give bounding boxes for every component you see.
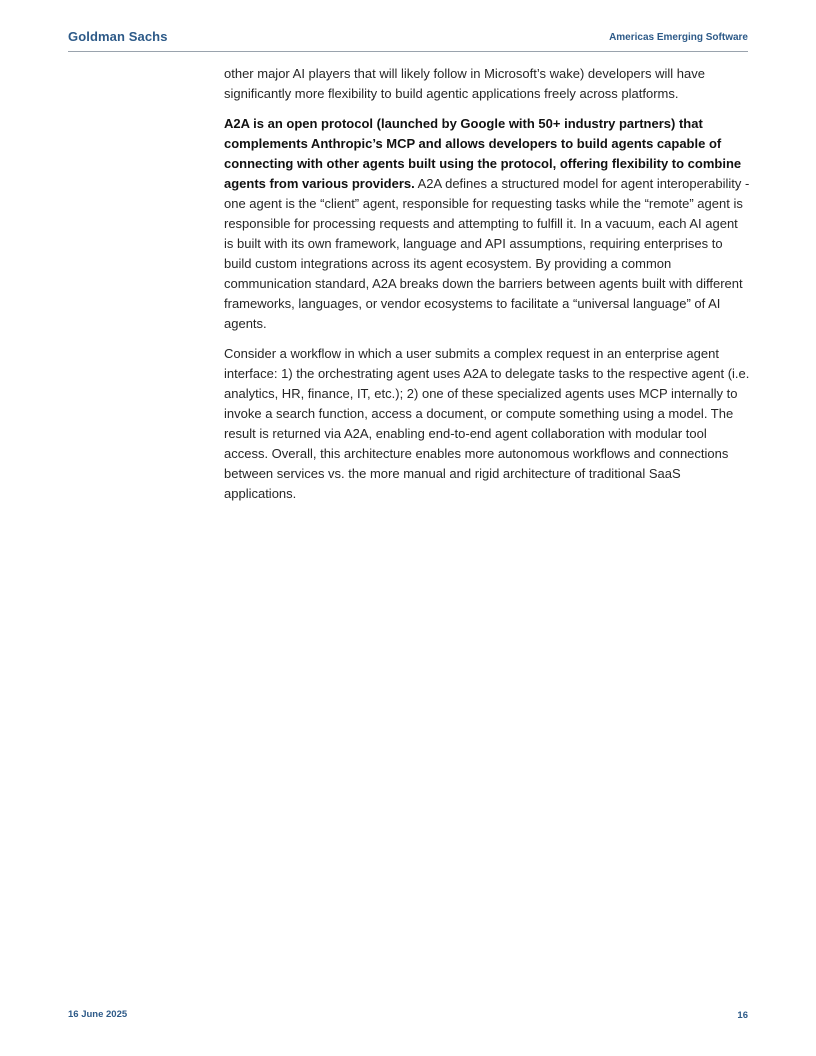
paragraph-body: A2A defines a structured model for agent interoperability - one agent is the “client” agent, responsible for requesting tasks while the “remote” agent is responsible for processing requests and attempting to fulfill it. In a vacuum, each AI agent is built with its own framework, language and API assumptions, requiring enterprises to build custom integrations across its agent ecosystem. By providing a common communication standard, A2A breaks down the barriers between agents built with different frameworks, languages, or vendor ecosystems to facilitate a “universal language” of AI agents. (224, 176, 750, 331)
paragraph-lead-bold: A2A is an open protocol (launched by Google with 50+ industry partners) that complements Anthropic’s MCP and allows developers to build agents capable of connecting with other agents built using the protocol, offering flexibility to combine agents from various providers. (224, 116, 742, 191)
footer-date: 16 June 2025 (68, 1009, 128, 1020)
paragraph: Consider a workflow in which a user submits a complex request in an enterprise agent interface: 1) the orchestrating agent uses A2A to delegate tasks to the respective agent (i.e. analytics, HR, finance, IT, etc.); 2) one of these specialized agents uses MCP internally to invoke a search function, access a document, or compute something using a model. The result is returned via A2A, enabling end-to-end agent collaboration with modular tool access. Overall, this architecture enables more autonomous workflows and connections between services vs. the more manual and rigid architecture of traditional SaaS applications. (224, 346, 750, 501)
report-title: Americas Emerging Software (609, 32, 748, 43)
paragraph: other major AI players that will likely follow in Microsoft’s wake) developers will have significantly more flexibility to build agentic applications freely across platforms. (224, 66, 705, 101)
body-text (224, 64, 750, 514)
page-header (68, 28, 748, 52)
brand-name: Goldman Sachs (68, 29, 168, 44)
page-number: 16 (737, 1010, 748, 1021)
paragraph (224, 114, 750, 334)
